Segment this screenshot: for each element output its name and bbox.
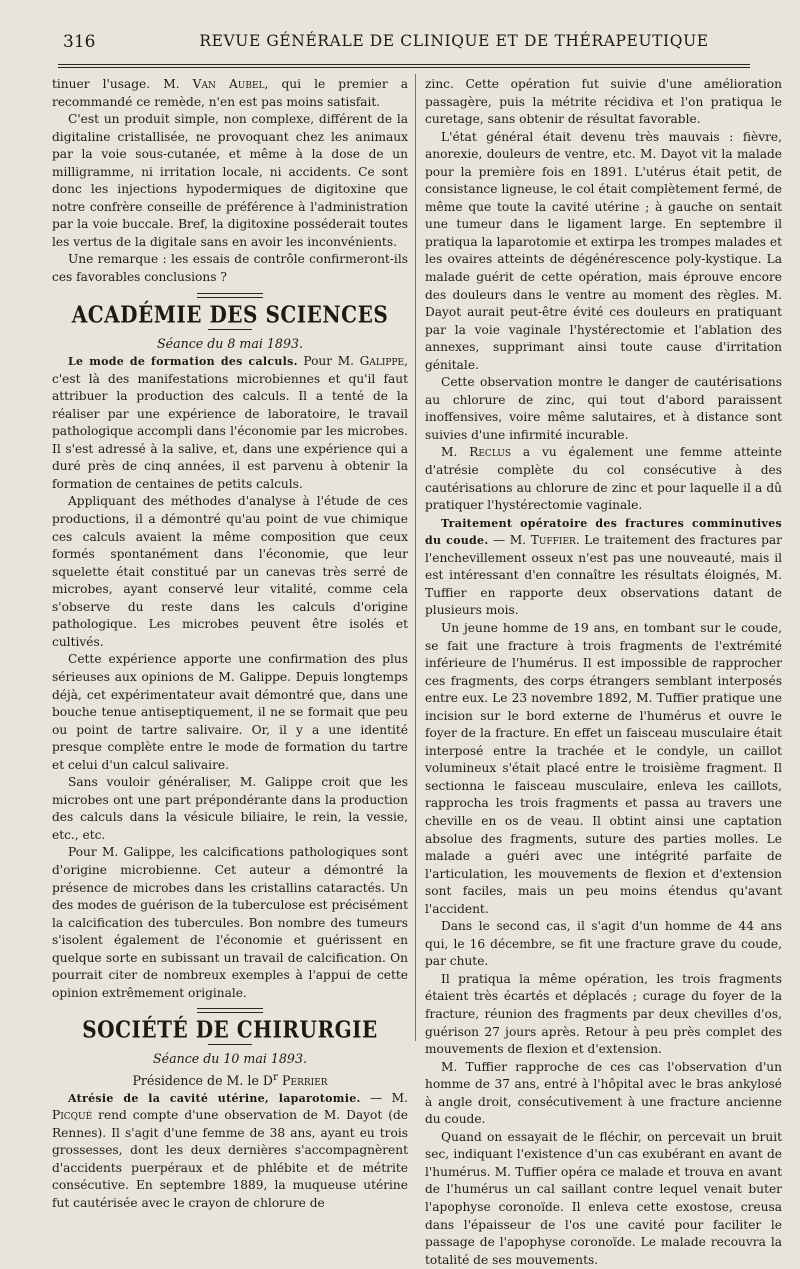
text-run: . Le traitement des fractures par l'enchevillement osseux n'est pas une nouveauté, mais il est intéressant d'en connaître les résultats éloignés, M. Tuffier en rapporte deux observations datant de plusieurs mois. (425, 533, 782, 618)
paragraph: Cette expérience apporte une confirmation des plus sérieuses aux opinions de M. Galippe. Depuis longtemps déjà, cet expérimentateur avait démontré que, dans une bouche tenue antiseptiquement, il ne se formait que peu ou point de tartre salivaire. Or, il y a une identité presque complète entre le mode de formation du tartre et celui d'un calcul salivaire. (52, 652, 408, 772)
rubric-heading: Atrésie de la cavité utérine, laparotomie. (68, 1091, 361, 1105)
left-column (52, 76, 408, 1212)
paragraph: Une remarque : les essais de contrôle confirmeront-ils ces favorables conclusions ? (52, 252, 408, 285)
section-title-academie: ACADÉMIE DES SCIENCES (71, 299, 389, 328)
paragraph (52, 76, 408, 111)
author-name: Picqué (52, 1108, 93, 1123)
text-run: tinuer l'usage. M. (52, 77, 193, 91)
paragraph: M. Tuffier rapproche de ces cas l'observation d'un homme de 37 ans, entré à l'hôpital avec le bras ankylosé à angle droit, consécutivement à une fracture ancienne du coude. (425, 1059, 782, 1127)
session-date (52, 1050, 408, 1068)
right-column (425, 76, 782, 1269)
text-run: , qui le premier a recommandé ce remède, n'en est pas moins satisfait. (52, 77, 408, 109)
section-rule (197, 293, 263, 298)
session-date-text: Séance du 8 mai 1893. (157, 335, 303, 351)
text-run: , c'est là des manifestations microbiennes et qu'il faut attribuer la production des calculs. Il a tenté de la réaliser par une expérience de laboratoire, le travail pathologique accompli dans l'économie par les microbes. Il s'est adressé à la salive, et, dans une expérience qui a duré près de cinq années, il est parvenu à obtenir la formation de centaines de petits calculs. (52, 354, 408, 491)
author-name: Galippe (359, 354, 405, 369)
header-rule (58, 64, 750, 68)
author-name: Van Aubel (192, 77, 265, 91)
text-run: — M. (360, 1090, 408, 1105)
paragraph (425, 515, 782, 620)
paragraph: Quand on essayait de le fléchir, on percevait un bruit sec, indiquant l'existence d'un cas exubérant en avant de l'humérus. M. Tuffier opéra ce malade et trouva en avant de l'humérus un cal saillant contre lequel venait buter l'apophyse coronoïde. Il enleva cette exostose, creusa dans l'épaisseur de l'os une cavité pour faciliter le passage de l'apophyse coronoïde. Le malade recouvra la totalité de ses mouvements. (425, 1129, 782, 1267)
section-rule (197, 1008, 263, 1013)
running-head (58, 30, 750, 54)
paragraph: Cette observation montre le danger de cautérisations au chlorure de zinc, qui tout d'abord paraissent inoffensives, voire même salutaires, et à distance sont suivies d'une infirmité incurable. (425, 375, 782, 442)
paragraph: zinc. Cette opération fut suivie d'une amélioration passagère, puis la métrite récidiva et l'on pratiqua le curetage, sans obtenir de résultat favorable. (425, 77, 782, 127)
paragraph: Sans vouloir généraliser, M. Galippe croit que les microbes ont une part prépondérante dans la production des calculs dans la vésicule biliaire, le rein, la vessie, etc., etc. (52, 775, 408, 842)
paragraph (425, 444, 782, 514)
session-date-text: Séance du 10 mai 1893. (153, 1051, 307, 1067)
column-divider (415, 74, 416, 1041)
paragraph: Dans le second cas, il s'agit d'un homme de 44 ans qui, le 16 décembre, se fit une fracture grave du coude, par chute. (425, 919, 782, 969)
text-run: — M. (488, 533, 531, 548)
text-run: a vu également une femme atteinte d'atrésie complète du col consécutive à des cautérisations au chlorure de zinc et pour laquelle il a dû pratiquer l'hystérectomie vaginale. (425, 445, 782, 513)
session-date (52, 335, 408, 353)
presidence-line (52, 1069, 408, 1090)
paragraph: Un jeune homme de 19 ans, en tombant sur le coude, se fait une fracture à trois fragments de l'extrémité inférieure de l'humérus. Il est impossible de rapprocher ces fragments, des corps étrangers semblant interposés entre eux. Le 23 novembre 1892, M. Tuffier pratique une incision sur le bord externe de l'humérus et ouvre le foyer de la fracture. En effet un faisceau musculaire était interposé entre la trachée et le condyle, un caillot volumineux s'était placé entre le troisième fragment. Il sectionna le faisceau musculaire, enleva les caillots, rapprocha les trois fragments et passa au travers une cheville en os de veau. Il obtint ainsi une captation absolue des fragments, suture des parties molles. Le malade a guéri avec une intégrité parfaite de l'articulation, les mouvements de flexion et d'extension sont faciles, mais un peu moins étendus qu'avant l'accident. (425, 620, 782, 916)
text-run: Pour M. (297, 354, 360, 369)
author-name: Reclus (469, 445, 512, 460)
paragraph (52, 1090, 408, 1213)
paragraph (52, 353, 408, 493)
paragraph: C'est un produit simple, non complexe, différent de la digitaline cristallisée, ne provoquant chez les animaux par la voie sous-cutanée, et même à la dose de un milligramme, ni irritation locale, ni accidents. Ce sont donc les injections hypodermiques de digitoxine que notre confrère conseille de préférence à l'administration par la voie buccale. Bref, la digitoxine posséderait toutes les vertus de la digitale sans en avoir les inconvénients. (52, 112, 408, 249)
text-run: M. (441, 445, 470, 460)
text-run: rend compte d'une observation de M. Dayot (de Rennes). Il s'agit d'une femme de 38 ans, ayant eu trois grossesses, dont les deux dernières s'accompagnèrent d'accidents puerpéraux et de phlébite et de métrite consécutive. En septembre 1889, la muqueuse utérine fut cautérisée avec le crayon de chlorure de (52, 1108, 408, 1210)
text-run: Présidence de M. le D (132, 1073, 274, 1089)
author-name: Tuffier (530, 533, 576, 548)
section-subrule (208, 1044, 252, 1045)
paragraph: L'état général était devenu très mauvais : fièvre, anorexie, douleurs de ventre, etc. M. Dayot vit la malade pour la première fois en 1891. L'utérus était petit, de consistance ligneuse, le col était complètement fermé, de même que toute la cavité utérine ; à gauche on sentait une tumeur dans le ligament large. En septembre il pratiqua la laparotomie et extirpa les trompes malades et les ovaires atteints de dégénérescence poly-kystique. La malade guérit de cette opération, mais éprouve encore des douleurs dans le ventre au moment des règles. M. Dayot aurait peut-être évité ces douleurs en pratiquant par la voie vaginale l'hystérectomie et l'ablation des annexes, supprimant ainsi toute cause d'irritation génitale. (425, 129, 782, 372)
superscript: r (273, 1070, 279, 1083)
paragraph: Il pratiqua la même opération, les trois fragments étaient très écartés et déplacés ; curage du foyer de la fracture, réunion des fragments par deux chevilles d'os, guérison 27 jours après. Retour à peu près complet des mouvements de flexion et d'extension. (425, 971, 782, 1057)
page-number: 316 (63, 32, 96, 52)
rubric-heading: Traitement opératoire des fractures comminutives du coude. (425, 516, 782, 548)
paragraph: Pour M. Galippe, les calcifications pathologiques sont d'origine microbienne. Cet auteur a démontré la présence de microbes dans les cristallins cataractés. Un des modes de guérison de la tuberculose est précisément la calcification des tubercules. Bon nombre des tumeurs s'isolent également de l'économie et guérissent en quelque sorte en subissant un travail de calcification. On pourrait citer de nombreux exemples à l'appui de cette opinion extrêmement originale. (52, 845, 408, 1000)
paragraph: Appliquant des méthodes d'analyse à l'étude de ces productions, il a démontré qu'au point de vue chimique ces calculs avaient la même composition que ceux formés spontanément dans l'économie, que leur squelette était constitué par un canevas très serré de microbes, ayant conservé leur vitalité, comme cela s'observe du reste dans les calculs d'origine pathologique. Les microbes peuvent être isolés et cultivés. (52, 494, 408, 649)
rubric-heading: Le mode de formation des calculs. (68, 355, 298, 369)
journal-title: REVUE GÉNÉRALE DE CLINIQUE ET DE THÉRAPEUTIQUE (199, 32, 709, 50)
section-title-chirurgie: SOCIÉTÉ DE CHIRURGIE (82, 1015, 378, 1044)
author-name: Perrier (278, 1073, 328, 1089)
